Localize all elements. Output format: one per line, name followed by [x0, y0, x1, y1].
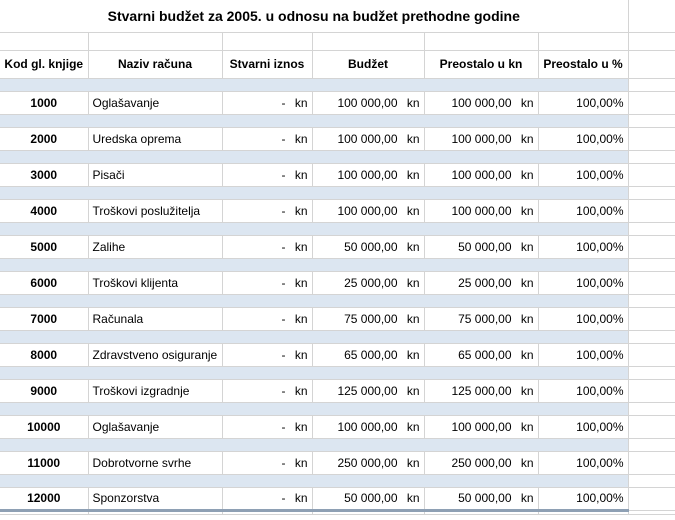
empty-cell[interactable] [628, 186, 675, 199]
empty-cell[interactable] [424, 474, 538, 487]
empty-cell[interactable] [628, 330, 675, 343]
actual-amount-value: - [281, 203, 286, 218]
actual-amount-value: - [281, 311, 286, 326]
band-row [0, 438, 675, 451]
empty-cell[interactable] [0, 114, 88, 127]
empty-cell[interactable] [628, 0, 675, 32]
remaining-amount-value: 100 000,00 [451, 203, 512, 218]
empty-cell[interactable] [222, 32, 312, 50]
actual-amount[interactable] [222, 451, 312, 474]
empty-cell[interactable] [0, 510, 88, 514]
account-code[interactable]: 8000 [0, 343, 88, 366]
empty-cell[interactable] [628, 150, 675, 163]
currency-label: kn [406, 239, 420, 254]
budget-amount-value: 65 000,00 [344, 347, 398, 362]
empty-cell[interactable] [222, 438, 312, 451]
budget-amount-value: 250 000,00 [337, 455, 398, 470]
empty-cell[interactable] [0, 474, 88, 487]
budget-amount[interactable] [312, 127, 424, 150]
remaining-amount-value: 75 000,00 [458, 311, 512, 326]
empty-cell[interactable] [424, 330, 538, 343]
remaining-amount[interactable] [424, 487, 538, 510]
remaining-amount-value: 125 000,00 [451, 383, 512, 398]
remaining-percent[interactable]: 100,00% [538, 415, 628, 438]
empty-cell[interactable] [88, 114, 222, 127]
header-remaining[interactable]: Preostalo u kn [424, 50, 538, 78]
remaining-amount-value: 50 000,00 [458, 491, 512, 505]
empty-cell[interactable] [628, 235, 675, 258]
empty-cell[interactable] [312, 330, 424, 343]
budget-amount[interactable] [312, 163, 424, 186]
empty-cell[interactable] [88, 510, 222, 514]
empty-cell[interactable] [628, 114, 675, 127]
empty-cell[interactable] [628, 50, 675, 78]
currency-label: kn [294, 455, 308, 470]
remaining-amount-value: 25 000,00 [458, 275, 512, 290]
remaining-percent[interactable]: 100,00% [538, 127, 628, 150]
empty-cell[interactable] [88, 222, 222, 235]
table-row [0, 487, 675, 510]
empty-cell[interactable] [222, 474, 312, 487]
empty-cell[interactable] [424, 186, 538, 199]
budget-amount[interactable] [312, 91, 424, 114]
empty-cell[interactable] [628, 438, 675, 451]
empty-cell[interactable] [424, 150, 538, 163]
empty-cell[interactable] [312, 438, 424, 451]
actual-amount[interactable] [222, 163, 312, 186]
remaining-amount[interactable] [424, 271, 538, 294]
empty-cell[interactable] [538, 366, 628, 379]
sheet-title[interactable]: Stvarni budžet za 2005. u odnosu na budžet prethodne godine [0, 0, 628, 32]
budget-amount[interactable] [312, 487, 424, 510]
empty-cell[interactable] [628, 366, 675, 379]
currency-label: kn [406, 419, 420, 434]
band-row [0, 222, 675, 235]
table-row [0, 235, 675, 258]
empty-cell[interactable] [628, 343, 675, 366]
remaining-percent[interactable]: 100,00% [538, 199, 628, 222]
currency-label: kn [406, 203, 420, 218]
currency-label: kn [294, 275, 308, 290]
empty-cell[interactable] [312, 222, 424, 235]
band-row [0, 474, 675, 487]
header-row [0, 50, 675, 78]
remaining-amount[interactable] [424, 163, 538, 186]
account-code[interactable]: 12000 [0, 487, 88, 510]
remaining-amount[interactable] [424, 127, 538, 150]
budget-amount-value: 25 000,00 [344, 275, 398, 290]
header-actual[interactable]: Stvarni iznos [222, 50, 312, 78]
account-code[interactable]: 9000 [0, 379, 88, 402]
empty-cell[interactable] [312, 78, 424, 91]
empty-cell[interactable] [538, 402, 628, 415]
actual-amount-value: - [281, 239, 286, 254]
budget-amount[interactable] [312, 271, 424, 294]
band-row [0, 78, 675, 91]
budget-amount[interactable] [312, 415, 424, 438]
currency-label: kn [520, 275, 534, 290]
empty-cell[interactable] [312, 258, 424, 271]
budget-amount[interactable] [312, 235, 424, 258]
empty-cell[interactable] [628, 402, 675, 415]
empty-cell[interactable] [538, 258, 628, 271]
currency-label: kn [294, 239, 308, 254]
empty-cell[interactable] [312, 150, 424, 163]
empty-cell[interactable] [538, 222, 628, 235]
remaining-percent[interactable]: 100,00% [538, 451, 628, 474]
currency-label: kn [294, 167, 308, 182]
actual-amount[interactable] [222, 415, 312, 438]
empty-cell[interactable] [312, 294, 424, 307]
empty-cell[interactable] [628, 271, 675, 294]
account-name[interactable]: Sponzorstva [88, 487, 222, 510]
empty-cell[interactable] [0, 32, 88, 50]
currency-label: kn [520, 347, 534, 362]
table-row [0, 127, 675, 150]
empty-cell[interactable] [312, 114, 424, 127]
header-name[interactable]: Naziv računa [88, 50, 222, 78]
remaining-percent[interactable]: 100,00% [538, 235, 628, 258]
empty-cell[interactable] [312, 366, 424, 379]
currency-label: kn [520, 95, 534, 110]
currency-label: kn [406, 311, 420, 326]
budget-amount[interactable] [312, 307, 424, 330]
empty-cell[interactable] [88, 366, 222, 379]
budget-amount[interactable] [312, 451, 424, 474]
empty-cell[interactable] [628, 415, 675, 438]
empty-cell[interactable] [538, 114, 628, 127]
currency-label: kn [406, 95, 420, 110]
empty-cell[interactable] [0, 186, 88, 199]
budget-amount-value: 50 000,00 [344, 239, 398, 254]
currency-label: kn [294, 491, 308, 505]
table-row [0, 307, 675, 330]
table-row [0, 163, 675, 186]
empty-cell[interactable] [628, 32, 675, 50]
budget-amount-value: 100 000,00 [337, 95, 398, 110]
currency-label: kn [520, 167, 534, 182]
remaining-amount[interactable] [424, 415, 538, 438]
currency-label: kn [294, 419, 308, 434]
actual-amount-value: - [281, 419, 286, 434]
empty-cell[interactable] [538, 510, 628, 514]
actual-amount[interactable] [222, 487, 312, 510]
empty-cell[interactable] [424, 32, 538, 50]
table-row [0, 271, 675, 294]
actual-amount[interactable] [222, 271, 312, 294]
table-row [0, 379, 675, 402]
band-row [0, 258, 675, 271]
currency-label: kn [520, 419, 534, 434]
account-name[interactable]: Pisači [88, 163, 222, 186]
actual-amount[interactable] [222, 235, 312, 258]
remaining-amount[interactable] [424, 307, 538, 330]
actual-amount-value: - [281, 347, 286, 362]
empty-cell[interactable] [88, 186, 222, 199]
budget-amount-value: 100 000,00 [337, 131, 398, 146]
empty-cell[interactable] [538, 330, 628, 343]
table-bottom-border [0, 510, 675, 514]
empty-cell[interactable] [0, 402, 88, 415]
empty-cell[interactable] [0, 330, 88, 343]
currency-label: kn [406, 347, 420, 362]
currency-label: kn [406, 455, 420, 470]
account-code[interactable]: 10000 [0, 415, 88, 438]
remaining-amount[interactable] [424, 235, 538, 258]
empty-cell[interactable] [628, 307, 675, 330]
budget-amount[interactable] [312, 379, 424, 402]
budget-amount-value: 100 000,00 [337, 419, 398, 434]
band-row [0, 294, 675, 307]
actual-amount-value: - [281, 455, 286, 470]
currency-label: kn [294, 311, 308, 326]
empty-cell[interactable] [222, 366, 312, 379]
actual-amount[interactable] [222, 199, 312, 222]
account-name[interactable]: Dobrotvorne svrhe [88, 451, 222, 474]
empty-cell[interactable] [424, 114, 538, 127]
empty-cell[interactable] [222, 114, 312, 127]
empty-cell[interactable] [222, 258, 312, 271]
band-row [0, 114, 675, 127]
budget-amount-value: 125 000,00 [337, 383, 398, 398]
table-row [0, 343, 675, 366]
table-row [0, 199, 675, 222]
empty-cell[interactable] [628, 258, 675, 271]
remaining-amount-value: 100 000,00 [451, 167, 512, 182]
empty-cell[interactable] [424, 222, 538, 235]
empty-cell[interactable] [88, 474, 222, 487]
empty-cell[interactable] [222, 402, 312, 415]
remaining-percent[interactable]: 100,00% [538, 343, 628, 366]
currency-label: kn [520, 383, 534, 398]
empty-cell[interactable] [88, 294, 222, 307]
account-code[interactable]: 7000 [0, 307, 88, 330]
remaining-amount-value: 250 000,00 [451, 455, 512, 470]
empty-cell[interactable] [538, 32, 628, 50]
remaining-percent[interactable]: 100,00% [538, 379, 628, 402]
remaining-amount-value: 50 000,00 [458, 239, 512, 254]
empty-cell[interactable] [628, 222, 675, 235]
empty-cell[interactable] [222, 510, 312, 514]
empty-cell[interactable] [628, 474, 675, 487]
actual-amount-value: - [281, 491, 286, 505]
currency-label: kn [406, 383, 420, 398]
empty-cell[interactable] [222, 330, 312, 343]
empty-cell[interactable] [88, 150, 222, 163]
account-code[interactable]: 1000 [0, 91, 88, 114]
account-name[interactable]: Troškovi klijenta [88, 271, 222, 294]
empty-cell[interactable] [0, 438, 88, 451]
currency-label: kn [406, 491, 420, 505]
empty-cell[interactable] [628, 379, 675, 402]
actual-amount-value: - [281, 131, 286, 146]
account-name[interactable]: Uredska oprema [88, 127, 222, 150]
budget-amount-value: 75 000,00 [344, 311, 398, 326]
empty-cell[interactable] [0, 366, 88, 379]
remaining-percent[interactable]: 100,00% [538, 271, 628, 294]
currency-label: kn [294, 347, 308, 362]
empty-cell[interactable] [424, 366, 538, 379]
empty-cell[interactable] [538, 78, 628, 91]
account-code[interactable]: 2000 [0, 127, 88, 150]
empty-cell[interactable] [88, 402, 222, 415]
currency-label: kn [406, 131, 420, 146]
account-name[interactable]: Zalihe [88, 235, 222, 258]
account-name[interactable]: Oglašavanje [88, 415, 222, 438]
account-name[interactable]: Zdravstveno osiguranje [88, 343, 222, 366]
band-row [0, 186, 675, 199]
table-row [0, 415, 675, 438]
remaining-amount-value: 100 000,00 [451, 95, 512, 110]
empty-cell[interactable] [628, 163, 675, 186]
remaining-amount[interactable] [424, 379, 538, 402]
actual-amount-value: - [281, 167, 286, 182]
empty-cell[interactable] [88, 32, 222, 50]
empty-cell[interactable] [312, 474, 424, 487]
empty-cell[interactable] [312, 402, 424, 415]
currency-label: kn [406, 167, 420, 182]
header-code[interactable]: Kod gl. knjige [0, 50, 88, 78]
budget-amount-value: 100 000,00 [337, 203, 398, 218]
empty-cell[interactable] [0, 150, 88, 163]
actual-amount-value: - [281, 95, 286, 110]
empty-cell[interactable] [222, 294, 312, 307]
actual-amount-value: - [281, 275, 286, 290]
account-code[interactable]: 4000 [0, 199, 88, 222]
header-remaining-pct[interactable]: Preostalo u % [538, 50, 628, 78]
empty-cell[interactable] [0, 294, 88, 307]
empty-cell[interactable] [538, 438, 628, 451]
band-row [0, 330, 675, 343]
remaining-amount-value: 100 000,00 [451, 419, 512, 434]
empty-cell[interactable] [628, 91, 675, 114]
band-row [0, 402, 675, 415]
budget-amount[interactable] [312, 199, 424, 222]
empty-cell[interactable] [88, 258, 222, 271]
empty-cell[interactable] [628, 451, 675, 474]
empty-cell[interactable] [222, 78, 312, 91]
account-name[interactable]: Oglašavanje [88, 91, 222, 114]
actual-amount[interactable] [222, 343, 312, 366]
table-row [0, 91, 675, 114]
empty-cell[interactable] [538, 186, 628, 199]
empty-cell[interactable] [424, 510, 538, 514]
empty-cell[interactable] [538, 150, 628, 163]
currency-label: kn [294, 383, 308, 398]
empty-cell[interactable] [424, 402, 538, 415]
empty-cell[interactable] [222, 186, 312, 199]
remaining-amount[interactable] [424, 91, 538, 114]
currency-label: kn [520, 239, 534, 254]
empty-cell[interactable] [424, 258, 538, 271]
empty-cell[interactable] [628, 127, 675, 150]
remaining-amount[interactable] [424, 451, 538, 474]
empty-cell[interactable] [88, 330, 222, 343]
empty-cell[interactable] [0, 222, 88, 235]
remaining-amount[interactable] [424, 343, 538, 366]
empty-cell[interactable] [628, 199, 675, 222]
remaining-amount-value: 100 000,00 [451, 131, 512, 146]
account-code[interactable]: 3000 [0, 163, 88, 186]
empty-cell[interactable] [628, 294, 675, 307]
remaining-amount[interactable] [424, 199, 538, 222]
empty-cell[interactable] [628, 510, 675, 514]
empty-cell[interactable] [628, 78, 675, 91]
currency-label: kn [520, 131, 534, 146]
empty-cell[interactable] [424, 294, 538, 307]
currency-label: kn [520, 455, 534, 470]
account-name[interactable]: Troškovi izgradnje [88, 379, 222, 402]
budget-amount-value: 100 000,00 [337, 167, 398, 182]
actual-amount[interactable] [222, 91, 312, 114]
actual-amount[interactable] [222, 307, 312, 330]
budget-amount[interactable] [312, 343, 424, 366]
empty-cell[interactable] [88, 78, 222, 91]
remaining-percent[interactable]: 100,00% [538, 487, 628, 510]
currency-label: kn [294, 95, 308, 110]
empty-cell[interactable] [312, 32, 424, 50]
currency-label: kn [406, 275, 420, 290]
currency-label: kn [520, 491, 534, 505]
empty-cell[interactable] [538, 474, 628, 487]
empty-cell[interactable] [88, 438, 222, 451]
empty-cell[interactable] [628, 487, 675, 510]
account-code[interactable]: 5000 [0, 235, 88, 258]
currency-label: kn [520, 203, 534, 218]
budget-amount-value: 50 000,00 [344, 491, 398, 505]
empty-cell[interactable] [424, 438, 538, 451]
empty-cell[interactable] [0, 78, 88, 91]
currency-label: kn [520, 311, 534, 326]
band-row [0, 150, 675, 163]
remaining-percent[interactable]: 100,00% [538, 307, 628, 330]
remaining-percent[interactable]: 100,00% [538, 163, 628, 186]
actual-amount[interactable] [222, 379, 312, 402]
account-name[interactable]: Troškovi poslužitelja [88, 199, 222, 222]
currency-label: kn [294, 203, 308, 218]
table-row [0, 451, 675, 474]
empty-cell[interactable] [312, 186, 424, 199]
account-code[interactable]: 11000 [0, 451, 88, 474]
account-code[interactable]: 6000 [0, 271, 88, 294]
empty-cell[interactable] [0, 258, 88, 271]
header-budget[interactable]: Budžet [312, 50, 424, 78]
empty-cell[interactable] [538, 294, 628, 307]
actual-amount-value: - [281, 383, 286, 398]
empty-cell[interactable] [312, 510, 424, 514]
account-name[interactable]: Računala [88, 307, 222, 330]
currency-label: kn [294, 131, 308, 146]
empty-cell[interactable] [222, 150, 312, 163]
band-row [0, 366, 675, 379]
empty-cell[interactable] [222, 222, 312, 235]
empty-cell[interactable] [424, 78, 538, 91]
remaining-amount-value: 65 000,00 [458, 347, 512, 362]
remaining-percent[interactable]: 100,00% [538, 91, 628, 114]
actual-amount[interactable] [222, 127, 312, 150]
